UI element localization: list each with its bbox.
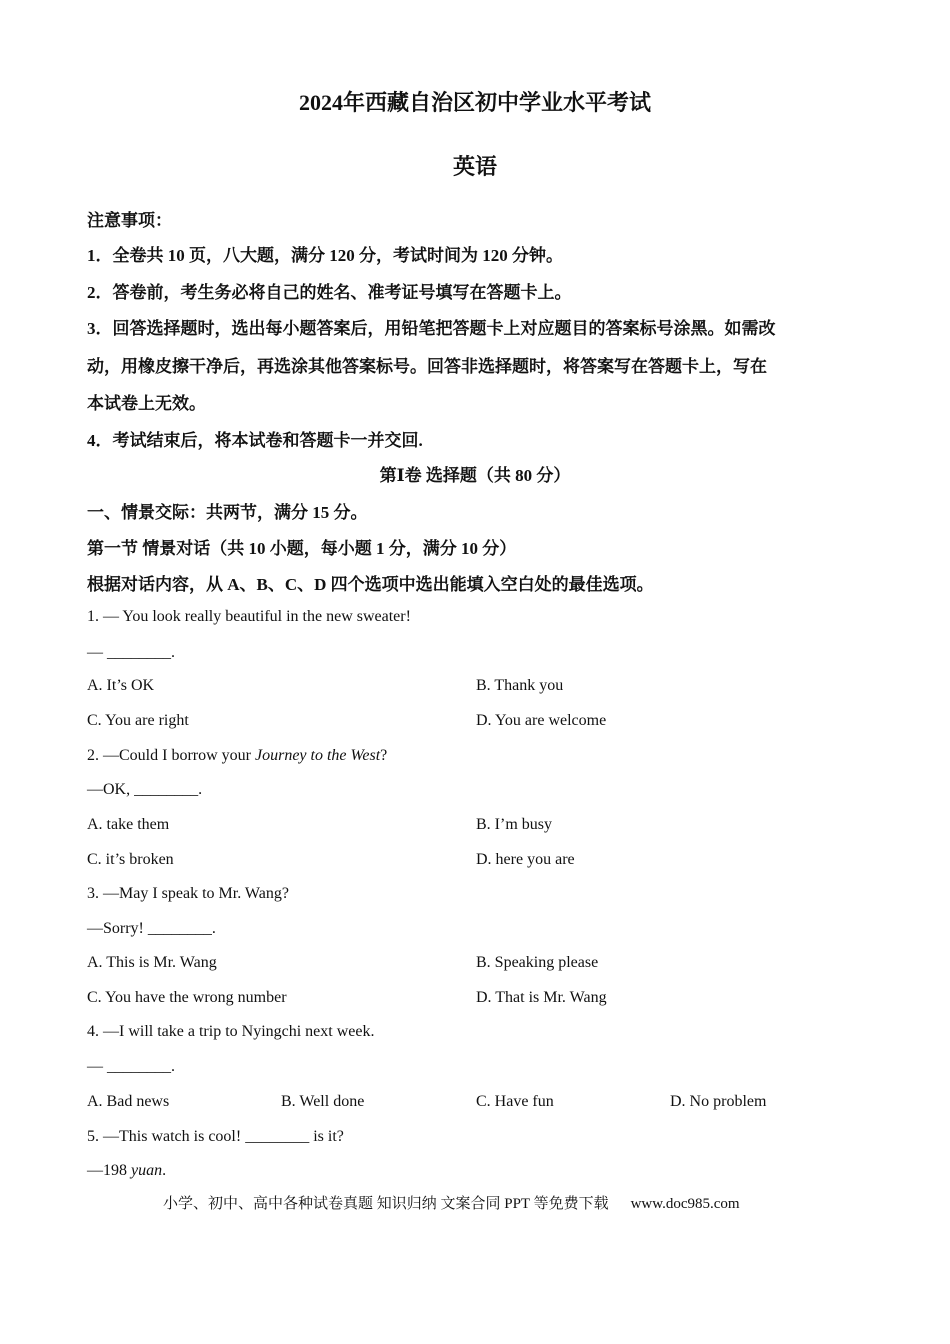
question-1-response: — ________. bbox=[87, 644, 175, 661]
question-1-option-c: C. You are right bbox=[87, 712, 189, 729]
question-1-option-b: B. Thank you bbox=[476, 677, 564, 694]
part-heading: 一、情景交际：共两节，满分 15 分。 bbox=[87, 503, 368, 522]
notice-item-3-line-1: 3．回答选择题时，选出每小题答案后，用铅笔把答题卡上对应题目的答案标号涂黑。如需改 bbox=[87, 319, 776, 338]
question-4-response: — ________. bbox=[87, 1058, 175, 1075]
page-footer bbox=[163, 1192, 740, 1213]
notice-item-3-line-2: 动，用橡皮擦干净后，再选涂其他答案标号。回答非选择题时，将答案写在答题卡上，写在 bbox=[87, 357, 767, 376]
question-3-option-d: D. That is Mr. Wang bbox=[476, 989, 607, 1006]
question-1-option-d: D. You are welcome bbox=[476, 712, 607, 729]
question-3-option-a: A. This is Mr. Wang bbox=[87, 954, 217, 971]
notice-item-1: 1．全卷共 10 页，八大题，满分 120 分，考试时间为 120 分钟。 bbox=[87, 246, 563, 265]
section-heading: 第一节 情景对话（共 10 小题，每小题 1 分，满分 10 分） bbox=[87, 539, 517, 558]
subject-title: 英语 bbox=[452, 154, 497, 179]
question-3-prompt: 3. —May I speak to Mr. Wang? bbox=[87, 885, 289, 902]
footer-text: 小学、初中、高中各种试卷真题 知识归纳 文案合同 PPT 等免费下载 bbox=[163, 1196, 609, 1212]
notice-item-3-line-3: 本试卷上无效。 bbox=[87, 394, 206, 413]
instruction-text: 根据对话内容，从 A、B、C、D 四个选项中选出能填入空白处的最佳选项。 bbox=[87, 575, 654, 594]
question-2-prompt-end: ? bbox=[380, 747, 388, 764]
question-5-prompt: 5. —This watch is cool! ________ is it? bbox=[87, 1128, 344, 1145]
question-4-option-c: C. Have fun bbox=[476, 1093, 554, 1110]
question-2-option-c: C. it’s broken bbox=[87, 851, 174, 868]
question-5-response-start: —198 bbox=[87, 1162, 131, 1179]
question-4-option-b: B. Well done bbox=[281, 1093, 365, 1110]
question-1-prompt: 1. — You look really beautiful in the new sweater! bbox=[87, 608, 411, 625]
notice-heading: 注意事项： bbox=[87, 211, 172, 230]
book-title: Journey to the West bbox=[254, 747, 381, 764]
question-3-option-c: C. You have the wrong number bbox=[87, 989, 287, 1006]
footer-url[interactable]: www.doc985.com bbox=[630, 1196, 740, 1212]
question-2-option-b: B. I’m busy bbox=[476, 816, 552, 833]
question-4-option-d: D. No problem bbox=[670, 1093, 767, 1110]
question-2-option-d: D. here you are bbox=[476, 851, 575, 868]
question-1-option-a: A. It’s OK bbox=[87, 677, 155, 694]
volume-heading: 第Ⅰ卷 选择题（共 80 分） bbox=[379, 466, 571, 485]
question-4-prompt: 4. —I will take a trip to Nyingchi next week. bbox=[87, 1023, 375, 1040]
question-4-option-a: A. Bad news bbox=[87, 1093, 170, 1110]
question-5-response bbox=[87, 1162, 166, 1180]
notice-item-2: 2．答卷前，考生务必将自己的姓名、准考证号填写在答题卡上。 bbox=[87, 283, 572, 302]
currency-word: yuan bbox=[131, 1162, 163, 1179]
exam-title: 2024年西藏自治区初中学业水平考试 bbox=[298, 90, 651, 115]
question-5-response-end: . bbox=[162, 1162, 167, 1179]
question-2-option-a: A. take them bbox=[87, 816, 170, 833]
question-3-option-b: B. Speaking please bbox=[476, 954, 599, 971]
notice-item-4: 4．考试结束后，将本试卷和答题卡一并交回. bbox=[87, 431, 423, 450]
question-2-prompt-start: 2. —Could I borrow your bbox=[87, 747, 255, 764]
question-2-response: —OK, ________. bbox=[87, 781, 203, 798]
question-3-response: —Sorry! ________. bbox=[87, 920, 216, 937]
question-2-prompt bbox=[87, 747, 387, 765]
